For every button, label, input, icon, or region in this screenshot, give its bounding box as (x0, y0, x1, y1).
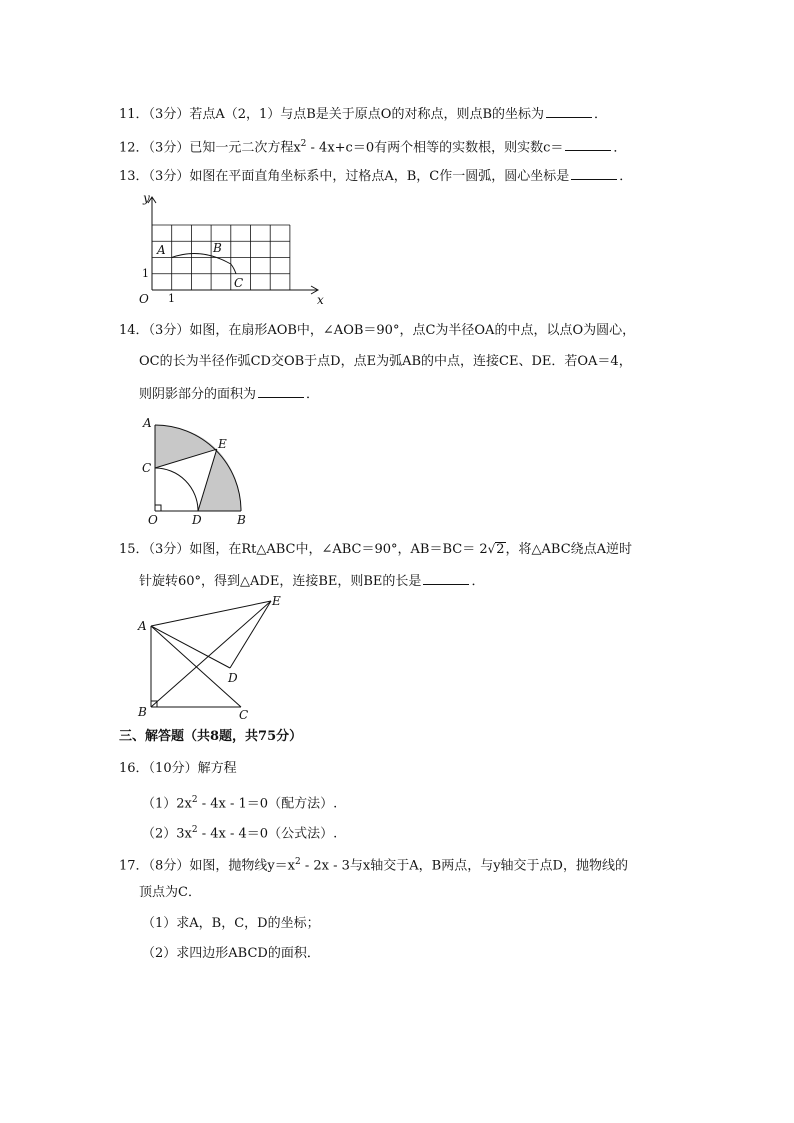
fig13-label-one-x: 1 (168, 292, 175, 305)
answer-blank-15 (423, 572, 469, 585)
fig13-label-o: O (139, 292, 149, 306)
question-15-line-1: 15．（3分）如图，在Rt△ABC中，∠ABC＝90°，AB＝BC＝ 2√2，将△ABC绕点A逆时 (119, 542, 633, 557)
fig14-label-b: B (237, 513, 246, 527)
answer-blank-12 (565, 138, 611, 151)
question-16-part-2: $(2)3x^2 - 4x - 4=0$（公式法）. (142, 825, 338, 842)
question-16: 16．（10分）解方程 (119, 761, 237, 776)
fig13-label-b: B (213, 241, 222, 255)
fig15-label-e: E (272, 594, 281, 608)
answer-blank-13 (571, 167, 617, 180)
answer-blank-14 (258, 385, 304, 398)
question-15-line-2: 针旋转60°，得到△ADE，连接BE，则BE的长是 ． (139, 574, 485, 589)
fig15-label-b: B (138, 705, 147, 719)
fig13-label-x: x (317, 293, 324, 307)
fig14-label-d: D (192, 513, 202, 527)
question-14-line-1: 14．（3分）如图，在扇形AOB中，∠AOB＝90°，点C为半径OA的中点，以点O为圆心， (119, 323, 636, 338)
section-3-heading: 三、解答题（共8题，共75分） (119, 729, 303, 744)
fig15-label-c: C (239, 708, 249, 722)
fig15-label-a: A (138, 619, 147, 633)
fig13-label-one-y: 1 (142, 267, 149, 280)
figure-13-grid (135, 192, 335, 307)
question-12: 12．（3分）已知一元二次方程$x^2 - 4x+c=0$有两个相等的实数根，则实数c＝ ． (119, 139, 627, 156)
question-14-line-2: OC的长为半径作弧CD交OB于点D，点E为弧AB的中点，连接CE、DE．若OA＝4， (139, 354, 632, 369)
answer-blank-11 (546, 105, 592, 118)
question-13: 13．（3分）如图在平面直角坐标系中，过格点A，B，C作一圆弧，圆心坐标是 ． (119, 169, 633, 184)
fig13-label-y: y (143, 191, 150, 205)
question-17-line-1: 17．（8分）如图，抛物线$y=x^2 - 2x - 3$与x轴交于A，B两点，与y轴交于点D，抛物线的 (119, 857, 628, 874)
question-17-line-2: 顶点为C． (139, 885, 201, 900)
fig14-label-e: E (218, 437, 227, 451)
question-17-part-1: （1）求A，B，C，D的坐标； (142, 916, 320, 931)
figure-15-triangles (135, 595, 295, 720)
fig15-label-d: D (228, 671, 238, 685)
figure-14-sector (140, 415, 270, 530)
question-14-line-3: 则阴影部分的面积为 ． (139, 387, 320, 402)
question-16-part-1: $(1)2x^2 - 4x - 1=0$（配方法）. (142, 795, 338, 812)
question-11: 11．（3分）若点A（2，1）与点B是关于原点O的对称点，则点B的坐标为 ． (119, 107, 608, 122)
fig14-label-a: A (143, 416, 152, 430)
question-17-part-2: （2）求四边形ABCD的面积． (142, 946, 320, 961)
fig14-label-c: C (142, 461, 152, 475)
fig14-label-o: O (148, 513, 158, 527)
fig13-label-a: A (157, 243, 166, 257)
fig13-label-c: C (234, 276, 244, 290)
